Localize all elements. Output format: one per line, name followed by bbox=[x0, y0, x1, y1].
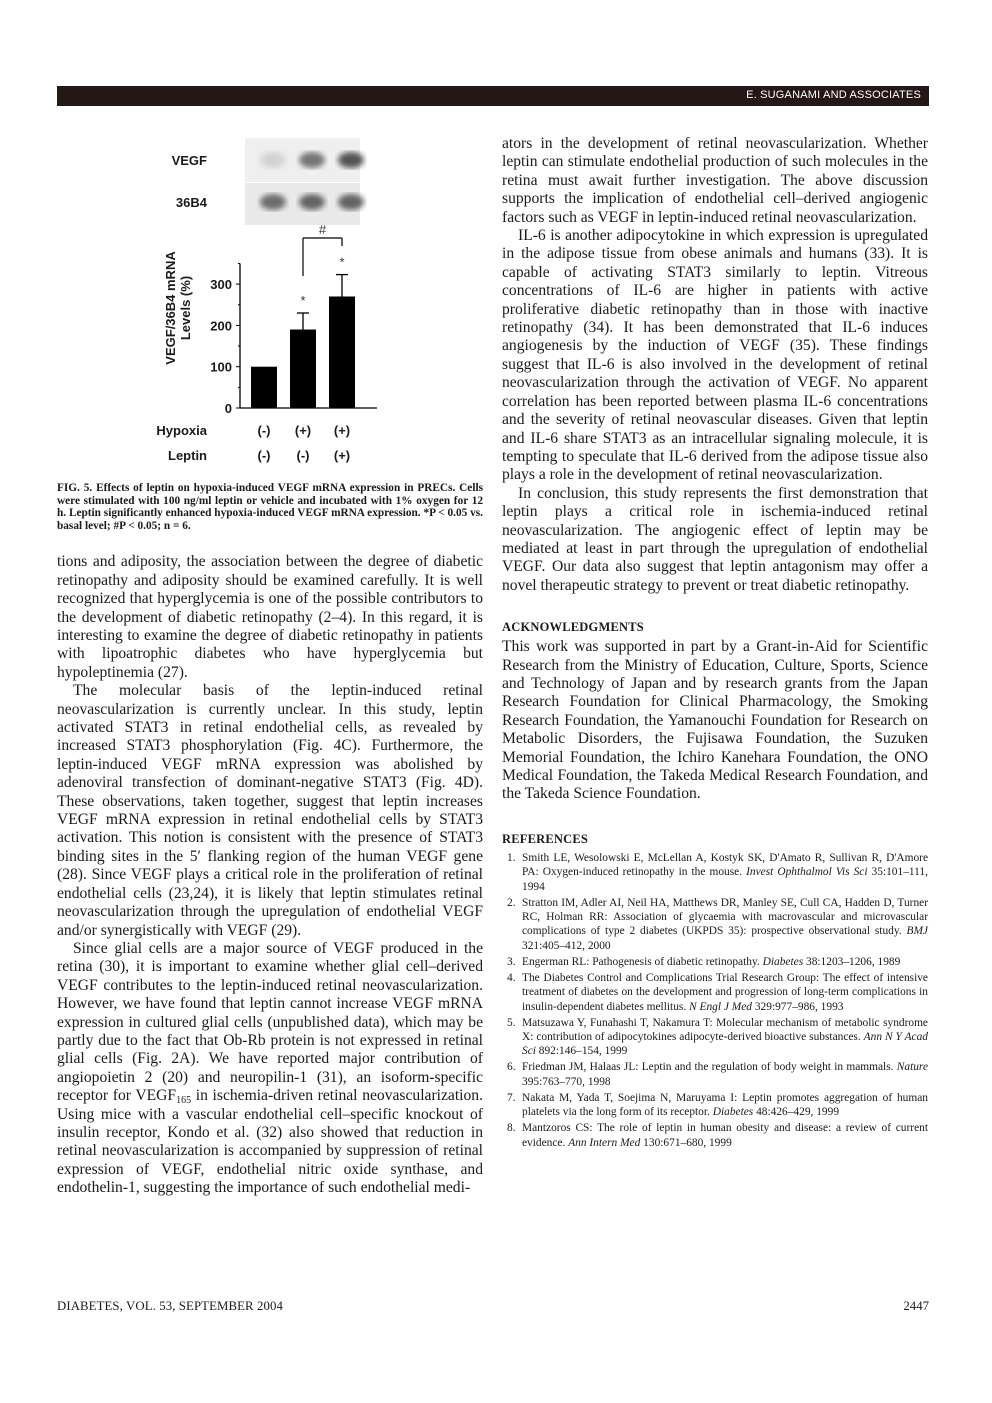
reference-journal: Diabetes bbox=[712, 1106, 754, 1119]
reference-number: 5. bbox=[507, 1016, 516, 1029]
reference-text: Matsuzawa Y, Funahashi T, Nakamura T: Molecular mechanism of metabolic syndrome X: contribution of adipocytokines adipocyte-derived bioactive substances. bbox=[522, 1016, 928, 1044]
reference-cite: 35:101–111, 1994 bbox=[522, 866, 928, 893]
reference-cite: 48:426–429, 1999 bbox=[756, 1106, 840, 1119]
y-tick-label: 0 bbox=[224, 401, 232, 416]
condition-label: Leptin bbox=[168, 448, 207, 463]
blot-row-label: VEGF bbox=[171, 153, 207, 168]
reference-number: 2. bbox=[507, 896, 516, 909]
paragraph: In conclusion, this study represents the first demonstration that leptin plays a critical role in ischemia-induced retinal neovascularization. The angiogenic effect of leptin may be mediated at least in part through the upregulation of endothelial VEGF. Our data also suggest that leptin antagonism may offer a novel therapeutic strategy to prevent or treat diabetic retinopathy. bbox=[502, 484, 928, 594]
paragraph-text: Since glial cells are a major source of VEGF produced in the retina (30), it is important to examine whether glial cell–derived VEGF contributes to the leptin-induced retinal neovascularization. However, we have found that leptin cannot increase VEGF mRNA expression in cultured glial cells (unpublished data), which may be partly due to the fact that Ob-Rb protein is not expressed in retinal glial cells (Fig. 2A). We have reported major contribution of angiopoietin 2 (20) and neuropilin-1 (31), an isoform-specific receptor for VEGF bbox=[57, 939, 483, 1105]
reference-cite: 329:977–986, 1993 bbox=[754, 1000, 844, 1013]
reference-item bbox=[502, 896, 928, 954]
blot-band bbox=[299, 152, 325, 168]
condition-value: (+) bbox=[294, 423, 312, 438]
y-tick-label: 200 bbox=[210, 318, 232, 334]
references-list bbox=[502, 851, 928, 1150]
y-tick-label: 300 bbox=[210, 277, 232, 293]
reference-cite: 395:763–770, 1998 bbox=[522, 1075, 611, 1088]
caption-stats: *P < 0.05 vs. basal level; #P < 0.05; n = 6. bbox=[57, 507, 483, 532]
caption-text: Effects of leptin on hypoxia-induced VEGF mRNA expression in PRECs. Cells were stimulated with 100 ng/ml leptin or vehicle and incubated with 1% oxygen for 12 h. Leptin significantly enhanced hypoxia-induced VEGF mRNA expression. bbox=[57, 482, 483, 520]
reference-cite: 321:405–412, 2000 bbox=[522, 939, 611, 952]
reference-item bbox=[502, 1016, 928, 1059]
bar bbox=[329, 296, 355, 408]
reference-number: 3. bbox=[507, 955, 516, 968]
paragraph: ators in the development of retinal neovascularization. Whether leptin can stimulate endothelial production of such molecules in the retina must await further investigation. The above discussion supports the implication of endothelial cell–derived angiogenic factors such as VEGF in leptin-induced retinal neovascularization. bbox=[502, 135, 928, 226]
blot-band bbox=[338, 152, 364, 168]
running-head: E. SUGANAMI AND ASSOCIATES bbox=[746, 89, 921, 101]
reference-number: 7. bbox=[507, 1091, 516, 1104]
figure-5 bbox=[57, 135, 483, 480]
condition-value: (-) bbox=[257, 423, 271, 438]
reference-journal: Ann Intern Med bbox=[568, 1136, 641, 1149]
caption-label: FIG. 5. bbox=[57, 482, 93, 494]
paragraph bbox=[57, 940, 483, 1198]
blot-row-label: 36B4 bbox=[175, 195, 207, 210]
paragraph: The molecular basis of the leptin-induced retinal neovascularization is currently unclear. In this study, leptin activated STAT3 in retinal endothelial cells, as revealed by increased STAT3 phosphorylation (Fig. 4C). Furthermore, the leptin-induced VEGF mRNA expression was abolished by adenoviral transfection of dominant-negative STAT3 (Fig. 4D). These observations, taken together, suggest that leptin increases VEGF mRNA expression in retinal endothelial cells by STAT3 activation. This notion is consistent with the presence of STAT3 binding sites in the 5′ flanking region of the human VEGF gene (28). Since VEGF plays a critical role in the proliferation of retinal endothelial cells (23,24), it is likely that leptin stimulates retinal neovascularization through the upregulation of endothelial VEGF and/or synergistically with VEGF (29). bbox=[57, 682, 483, 939]
right-body-text bbox=[502, 135, 928, 595]
reference-cite: 892:146–154, 1999 bbox=[538, 1045, 628, 1058]
reference-item bbox=[502, 1060, 928, 1089]
reference-text: Stratton IM, Adler AI, Neil HA, Matthews DR, Manley SE, Cull CA, Hadden D, Turner RC, Holman RR: Association of glycaemia with macrovascular and microvascular complications of type 2 diabetes (UKPDS 35): prospective observational study. bbox=[522, 896, 928, 938]
reference-journal: N Engl J Med bbox=[689, 1000, 752, 1013]
acknowledgments-text bbox=[502, 638, 928, 804]
left-body-text bbox=[57, 553, 483, 1197]
reference-text: The Diabetes Control and Complications Trial Research Group: The effect of intensive treatment of diabetes on the development and progression of long-term complications in insulin-dependent diabetes mellitus. bbox=[522, 971, 928, 1013]
condition-value: (-) bbox=[296, 448, 310, 463]
page-number: 2447 bbox=[903, 1299, 929, 1313]
reference-item bbox=[502, 955, 928, 969]
reference-text: Engerman RL: Pathogenesis of diabetic retinopathy. bbox=[522, 955, 760, 968]
reference-cite: 130:671–680, 1999 bbox=[643, 1136, 732, 1149]
running-header-bar bbox=[57, 86, 929, 106]
reference-item bbox=[502, 851, 928, 894]
reference-item bbox=[502, 971, 928, 1014]
significance-hash: # bbox=[318, 222, 327, 237]
figure-caption bbox=[57, 482, 483, 532]
references-heading: REFERENCES bbox=[502, 831, 589, 846]
left-column bbox=[57, 135, 483, 1198]
reference-item bbox=[502, 1121, 928, 1150]
paragraph: IL-6 is another adipocytokine in which expression is upregulated in the adipose tissue from obese animals and humans (33). It is capable of activating STAT3 similarly to leptin. Vitreous concentrations of IL-6 are higher in patients with active proliferative diabetic retinopathy than in those with inactive retinopathy (34). It has been demonstrated that IL-6 induces angiogenesis by the induction of VEGF (35). These findings suggest that IL-6 is also involved in the development of retinal neovascularization through the activation of VEGF. No apparent correlation has been reported between plasma IL-6 concentrations and the severity of retinal neovascular diseases. Given that leptin and IL-6 share STAT3 as an intracellular signaling molecule, it is tempting to speculate that IL-6 derived from the adipose tissue also plays a role in the development of retinal neovascularization. bbox=[502, 227, 928, 484]
figure-5-graphic bbox=[57, 135, 483, 480]
subscript: 165 bbox=[176, 1095, 192, 1107]
significance-asterisk: * bbox=[339, 254, 345, 270]
reference-number: 4. bbox=[507, 971, 516, 984]
reference-cite: 38:1203–1206, 1989 bbox=[806, 955, 901, 968]
y-tick-label: 100 bbox=[210, 359, 232, 375]
reference-text: Mantzoros CS: The role of leptin in human obesity and disease: a review of current evidence. bbox=[522, 1122, 928, 1149]
reference-text: Smith LE, Wesolowski E, McLellan A, Kostyk SK, D'Amato R, Sullivan R, D'Amore PA: Oxygen-induced retinopathy in the mouse. bbox=[522, 851, 928, 879]
reference-text: Friedman JM, Halaas JL: Leptin and the regulation of body weight in mammals. bbox=[522, 1061, 894, 1074]
reference-item bbox=[502, 1091, 928, 1120]
condition-value: (-) bbox=[257, 448, 271, 463]
reference-journal: Ann N Y Acad Sci bbox=[522, 1031, 928, 1058]
footer-journal-info: DIABETES, VOL. 53, SEPTEMBER 2004 bbox=[57, 1299, 283, 1313]
bar bbox=[290, 330, 316, 408]
blot-band bbox=[299, 194, 325, 210]
blot-band bbox=[260, 152, 286, 168]
condition-value: (+) bbox=[333, 448, 351, 463]
paragraph: This work was supported in part by a Grant-in-Aid for Scientific Research from the Ministry of Education, Culture, Sports, Science and Technology of Japan and by research grants from the Japan Research Foundation for Clinical Pharmacology, the Smoking Research Foundation, the Yamanouchi Foundation for Research on Metabolic Disorders, the Fujisawa Foundation, the Suzuken Memorial Foundation, the Ichiro Kanehara Foundation, the ONO Medical Foundation, the Takeda Medical Research Foundation, and the Takeda Science Foundation. bbox=[502, 638, 928, 803]
reference-number: 1. bbox=[507, 851, 516, 864]
blot-band bbox=[338, 194, 364, 210]
condition-value: (+) bbox=[333, 423, 351, 438]
y-axis-label: Levels (%) bbox=[178, 275, 193, 341]
paragraph: tions and adiposity, the association between the degree of diabetic retinopathy and adiposity should be examined carefully. It is well recognized that hyperglycemia is one of the possible contributors to the development of diabetic retinopathy (2–4). In this regard, it is interesting to examine the degree of diabetic retinopathy in patients with lipoatrophic diabetes who have hyperglycemia but hypoleptinemia (27). bbox=[57, 553, 483, 681]
paragraph-text: in ischemia-driven retinal neovascularization. Using mice with a vascular endothelial cell–specific knockout of insulin receptor, Kondo et al. (32) also showed that reduction in retinal neovascularization is accompanied by suppression of retinal expression of VEGF, endothelial nitric oxide synthase, and endothelin-1, suggesting the importance of such endothelial medi- bbox=[57, 1087, 483, 1197]
reference-journal: Nature bbox=[896, 1061, 928, 1074]
reference-journal: Invest Ophthalmol Vis Sci bbox=[746, 866, 868, 879]
blot-band bbox=[260, 194, 286, 210]
y-axis-label: VEGF/36B4 mRNA bbox=[163, 251, 178, 365]
reference-journal: BMJ bbox=[906, 925, 928, 938]
reference-text: Nakata M, Yada T, Soejima N, Maruyama I: Leptin promotes aggregation of human platelets via the long form of its receptor. bbox=[522, 1091, 928, 1119]
condition-label: Hypoxia bbox=[156, 423, 207, 438]
reference-journal: Diabetes bbox=[762, 955, 804, 968]
reference-number: 6. bbox=[507, 1061, 516, 1074]
acknowledgments-heading: ACKNOWLEDGMENTS bbox=[502, 620, 644, 635]
bar bbox=[251, 367, 277, 408]
reference-number: 8. bbox=[507, 1122, 516, 1135]
significance-asterisk: * bbox=[300, 293, 306, 309]
right-column bbox=[502, 135, 928, 1152]
